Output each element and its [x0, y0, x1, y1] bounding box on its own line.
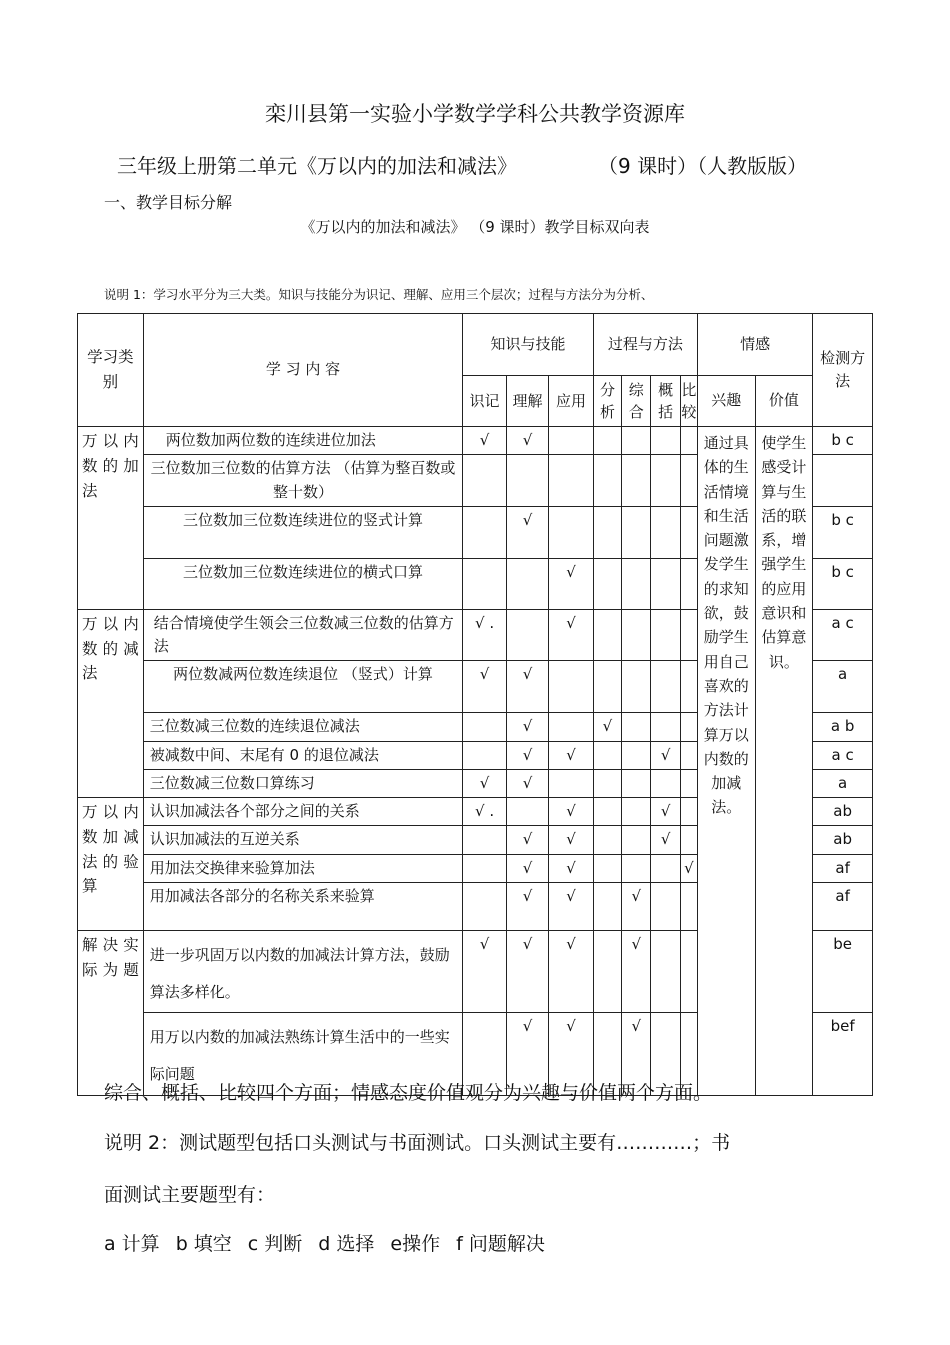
- objectives-table: [77, 313, 873, 1096]
- subheader-cell: 比较: [680, 376, 697, 427]
- method-cell: b c: [813, 558, 873, 609]
- mark-cell: [593, 506, 621, 558]
- mark-cell: √: [463, 661, 506, 713]
- mark-cell: √: [549, 882, 594, 930]
- mark-cell: [680, 506, 697, 558]
- content-cell: 用加法交换律来验算加法: [143, 854, 463, 882]
- method-cell: af: [813, 854, 873, 882]
- mark-cell: [622, 798, 651, 826]
- method-cell: ab: [813, 798, 873, 826]
- mark-cell: [549, 506, 594, 558]
- subheader-cell: 应用: [549, 376, 594, 427]
- subheader-cell: 兴趣: [697, 376, 755, 427]
- mark-cell: [463, 455, 506, 507]
- mark-cell: √ .: [463, 609, 506, 661]
- category-cell: 万以内数加减法的验算: [78, 798, 144, 931]
- mark-cell: [463, 506, 506, 558]
- mark-cell: √: [593, 713, 621, 741]
- mark-cell: √: [651, 741, 680, 769]
- subheader-cell: 理解: [506, 376, 548, 427]
- mark-cell: [593, 826, 621, 854]
- note-1: 说明 1：学习水平分为三大类。知识与技能分为识记、理解、应用三个层次；过程与方法分为分析、: [104, 287, 654, 302]
- mark-cell: [651, 930, 680, 1013]
- question-type: a 计算: [104, 1233, 160, 1255]
- method-cell: b c: [813, 427, 873, 455]
- mark-cell: √: [506, 930, 548, 1013]
- mark-cell: [506, 455, 548, 507]
- subheader-cell: 综合: [622, 376, 651, 427]
- mark-cell: √: [506, 854, 548, 882]
- section-heading: 一、教学目标分解: [104, 193, 233, 212]
- mark-cell: [622, 854, 651, 882]
- mark-cell: [549, 455, 594, 507]
- method-cell: a: [813, 661, 873, 713]
- content-cell: 结合情境使学生领会三位数减三位数的估算方法: [143, 609, 463, 661]
- mark-cell: √: [549, 609, 594, 661]
- mark-cell: √: [463, 930, 506, 1013]
- mark-cell: [593, 930, 621, 1013]
- mark-cell: [651, 882, 680, 930]
- mark-cell: [463, 713, 506, 741]
- mark-cell: [680, 769, 697, 797]
- mark-cell: [680, 661, 697, 713]
- mark-cell: [463, 854, 506, 882]
- mark-cell: [680, 930, 697, 1013]
- mark-cell: √: [506, 882, 548, 930]
- subheader-cell: 价值: [755, 376, 813, 427]
- mark-cell: √: [549, 558, 594, 609]
- mark-cell: [680, 455, 697, 507]
- content-cell: 两位数加两位数的连续进位加法: [143, 427, 463, 455]
- method-cell: ab: [813, 826, 873, 854]
- mark-cell: [622, 713, 651, 741]
- mark-cell: [506, 558, 548, 609]
- page-title: 栾川县第一实验小学数学学科公共教学资源库: [265, 102, 685, 126]
- mark-cell: [651, 713, 680, 741]
- header-category: 学习类别: [78, 314, 144, 427]
- table-title: 《万以内的加法和减法》 （9 课时）教学目标双向表: [300, 218, 650, 236]
- mark-cell: [622, 558, 651, 609]
- content-cell: 三位数减三位数的连续退位减法: [143, 713, 463, 741]
- mark-cell: √: [506, 506, 548, 558]
- category-cell: 万以内数的减法: [78, 609, 144, 797]
- question-type: e操作: [390, 1233, 441, 1255]
- mark-cell: [549, 661, 594, 713]
- mark-cell: [593, 661, 621, 713]
- mark-cell: √: [506, 661, 548, 713]
- subheader-cell: 识记: [463, 376, 506, 427]
- mark-cell: [549, 769, 594, 797]
- mark-cell: [549, 427, 594, 455]
- mark-cell: √: [506, 1013, 548, 1096]
- question-type: b 填空: [175, 1233, 232, 1255]
- mark-cell: [651, 609, 680, 661]
- content-cell: 三位数减三位数口算练习: [143, 769, 463, 797]
- mark-cell: [651, 558, 680, 609]
- mark-cell: [622, 609, 651, 661]
- value-cell: 使学生感受计算与生活的联系，增强学生的应用意识和估算意识。: [755, 427, 813, 1096]
- mark-cell: [680, 798, 697, 826]
- mark-cell: [622, 741, 651, 769]
- mark-cell: √: [622, 882, 651, 930]
- method-cell: bef: [813, 1013, 873, 1096]
- mark-cell: √: [506, 713, 548, 741]
- mark-cell: [680, 826, 697, 854]
- mark-cell: [651, 455, 680, 507]
- mark-cell: √ .: [463, 798, 506, 826]
- mark-cell: [680, 882, 697, 930]
- header-content: 学 习 内 容: [143, 314, 463, 427]
- mark-cell: √: [549, 798, 594, 826]
- mark-cell: [651, 506, 680, 558]
- subheader-cell: 概括: [651, 376, 680, 427]
- method-cell: af: [813, 882, 873, 930]
- mark-cell: [593, 427, 621, 455]
- mark-cell: [593, 854, 621, 882]
- unit-subtitle-extra: （9 课时）（人教版版）: [598, 154, 808, 178]
- interest-cell: 通过具体的生活情境和生活问题激发学生的求知欲，鼓励学生用自己喜欢的方法计算万以内数的加减法。: [697, 427, 755, 1096]
- question-types: [104, 1229, 561, 1256]
- question-type: c 判断: [247, 1233, 303, 1255]
- mark-cell: [622, 769, 651, 797]
- header-knowledge: 知识与技能: [463, 314, 593, 376]
- mark-cell: [622, 826, 651, 854]
- note-1-continued: 综合、概括、比较四个方面；情感态度价值观分为兴趣与价值两个方面。: [104, 1082, 713, 1104]
- method-cell: a b: [813, 713, 873, 741]
- content-cell: 用加减法各部分的名称关系来验算: [143, 882, 463, 930]
- note-2: 说明 2：测试题型包括口头测试与书面测试。口头测试主要有…………；书: [104, 1132, 731, 1154]
- mark-cell: √: [549, 854, 594, 882]
- mark-cell: √: [463, 427, 506, 455]
- mark-cell: [463, 882, 506, 930]
- content-cell: 被减数中间、末尾有 0 的退位减法: [143, 741, 463, 769]
- question-type: f 问题解决: [456, 1233, 545, 1255]
- mark-cell: [651, 427, 680, 455]
- mark-cell: [680, 609, 697, 661]
- mark-cell: [622, 661, 651, 713]
- content-cell: 三位数加三位数连续进位的竖式计算: [143, 506, 463, 558]
- mark-cell: [463, 558, 506, 609]
- mark-cell: [680, 427, 697, 455]
- content-cell: 三位数加三位数连续进位的横式口算: [143, 558, 463, 609]
- category-cell: 解决实际为题: [78, 930, 144, 1095]
- mark-cell: √: [506, 741, 548, 769]
- content-cell: 认识加减法的互逆关系: [143, 826, 463, 854]
- mark-cell: √: [463, 769, 506, 797]
- mark-cell: [463, 741, 506, 769]
- content-cell: 进一步巩固万以内数的加减法计算方法，鼓励算法多样化。: [143, 930, 463, 1013]
- method-cell: a c: [813, 741, 873, 769]
- mark-cell: √: [622, 930, 651, 1013]
- content-cell: 认识加减法各个部分之间的关系: [143, 798, 463, 826]
- mark-cell: [593, 741, 621, 769]
- mark-cell: [651, 769, 680, 797]
- mark-cell: √: [549, 930, 594, 1013]
- content-cell: 三位数加三位数的估算方法 （估算为整百数或整十数）: [143, 455, 463, 507]
- table-body: [78, 314, 873, 1096]
- method-cell: [813, 455, 873, 507]
- content-cell: 用万以内数的加减法熟练计算生活中的一些实际问题: [143, 1013, 463, 1096]
- subheader-cell: 分析: [593, 376, 621, 427]
- mark-cell: [651, 854, 680, 882]
- mark-cell: √: [622, 1013, 651, 1096]
- mark-cell: √: [506, 769, 548, 797]
- mark-cell: [680, 558, 697, 609]
- unit-subtitle: 三年级上册第二单元《万以内的加法和减法》: [117, 154, 517, 178]
- method-cell: b c: [813, 506, 873, 558]
- mark-cell: [622, 427, 651, 455]
- mark-cell: [622, 455, 651, 507]
- header-method: 检测方法: [813, 314, 873, 427]
- mark-cell: √: [506, 427, 548, 455]
- mark-cell: [506, 609, 548, 661]
- mark-cell: √: [549, 826, 594, 854]
- mark-cell: [593, 769, 621, 797]
- mark-cell: [593, 558, 621, 609]
- mark-cell: [680, 741, 697, 769]
- header-emotion: 情感: [697, 314, 812, 376]
- method-cell: a: [813, 769, 873, 797]
- mark-cell: [463, 826, 506, 854]
- mark-cell: [680, 713, 697, 741]
- mark-cell: [651, 661, 680, 713]
- question-type: d 选择: [318, 1233, 375, 1255]
- mark-cell: [593, 882, 621, 930]
- method-cell: a c: [813, 609, 873, 661]
- mark-cell: √: [506, 826, 548, 854]
- category-cell: 万以内数的加法: [78, 427, 144, 610]
- content-cell: 两位数减两位数连续退位 （竖式）计算: [143, 661, 463, 713]
- mark-cell: √: [549, 1013, 594, 1096]
- mark-cell: [593, 609, 621, 661]
- mark-cell: [593, 798, 621, 826]
- header-process: 过程与方法: [593, 314, 697, 376]
- note-2-continued: 面测试主要题型有：: [104, 1184, 276, 1206]
- mark-cell: [622, 506, 651, 558]
- method-cell: be: [813, 930, 873, 1013]
- mark-cell: [549, 713, 594, 741]
- mark-cell: √: [549, 741, 594, 769]
- mark-cell: √: [651, 826, 680, 854]
- mark-cell: [506, 798, 548, 826]
- table-row: [78, 427, 873, 455]
- header-row: [78, 314, 873, 376]
- mark-cell: √: [680, 854, 697, 882]
- mark-cell: [593, 455, 621, 507]
- mark-cell: √: [651, 798, 680, 826]
